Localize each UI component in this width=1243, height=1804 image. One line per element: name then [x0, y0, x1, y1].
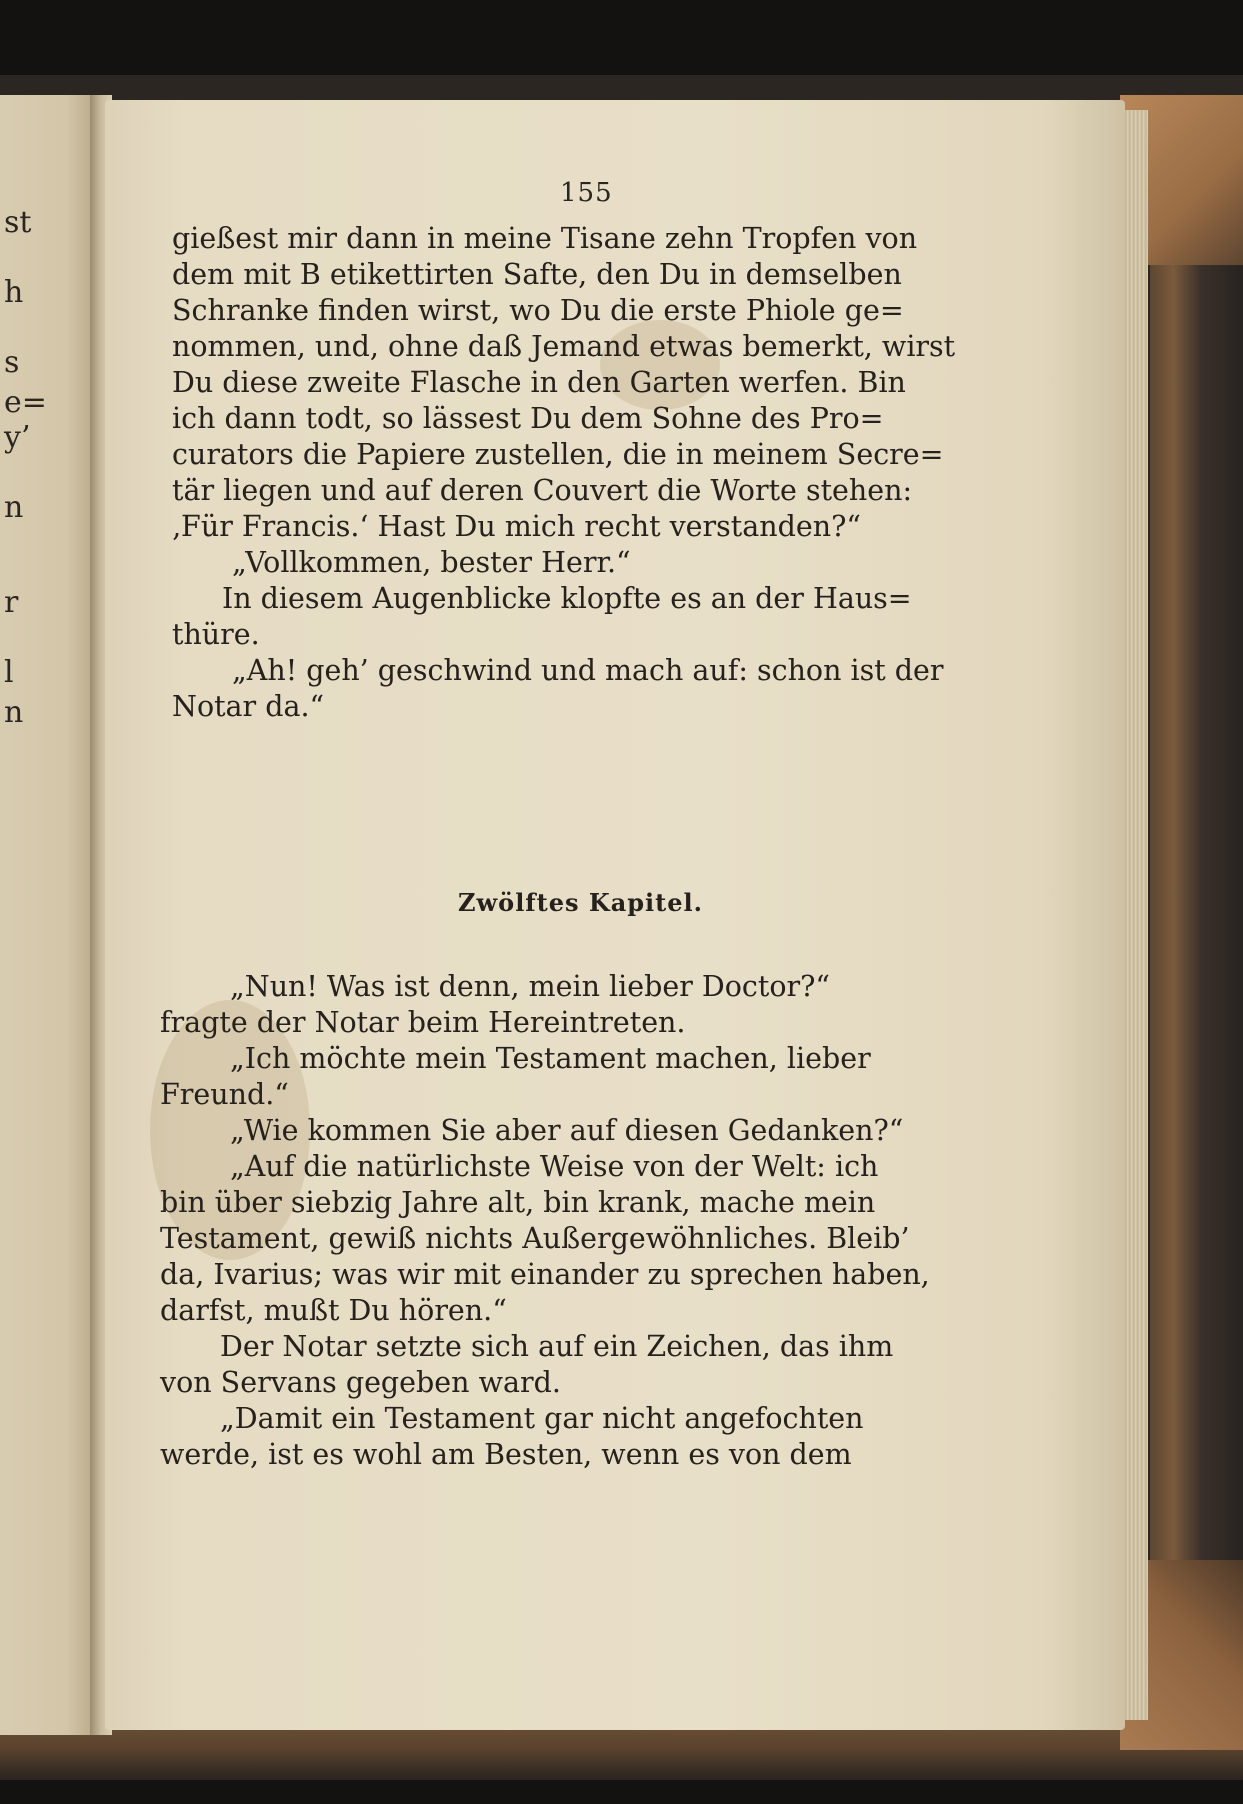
text-line: ‚Für Francis.‘ Hast Du mich recht verstanden?“	[172, 510, 861, 543]
fragment: h	[4, 275, 24, 310]
text-line: „Nun! Was ist denn, mein lieber Doctor?“	[230, 970, 830, 1003]
text-line: Notar da.“	[172, 690, 325, 723]
text-line: „Wie kommen Sie aber auf diesen Gedanken?“	[230, 1114, 904, 1147]
text-line: darfst, mußt Du hören.“	[160, 1294, 507, 1327]
text-line: gießest mir dann in meine Tisane zehn Tropfen von	[172, 222, 918, 255]
cover-right-edge	[1150, 95, 1243, 1735]
fragment: l	[4, 655, 14, 690]
text-line: fragte der Notar beim Hereintreten.	[160, 1006, 686, 1039]
left-page-text-fragments	[0, 95, 60, 1735]
fragment: y’	[4, 420, 31, 455]
text-line: In diesem Augenblicke klopfte es an der Haus=	[222, 582, 912, 615]
text-line: dem mit B etikettirten Safte, den Du in demselben	[172, 258, 902, 291]
fragment: r	[4, 585, 19, 620]
left-facing-page	[0, 95, 95, 1735]
text-line: Freund.“	[160, 1078, 289, 1111]
text-line: Du diese zweite Flasche in den Garten werfen. Bin	[172, 366, 906, 399]
text-line: tär liegen und auf deren Couvert die Worte stehen:	[172, 474, 913, 507]
text-line: bin über siebzig Jahre alt, bin krank, mache mein	[160, 1186, 876, 1219]
text-line: Testament, gewiß nichts Außergewöhnliches. Bleib’	[160, 1222, 910, 1255]
fragment: n	[4, 695, 24, 730]
text-line: von Servans gegeben ward.	[160, 1366, 561, 1399]
fragment: n	[4, 490, 24, 525]
text-line: da, Ivarius; was wir mit einander zu sprechen haben,	[160, 1258, 930, 1291]
text-line: „Auf die natürlichste Weise von der Welt: ich	[230, 1150, 879, 1183]
fragment: s	[4, 345, 20, 380]
fragment: e=	[4, 385, 47, 420]
text-line: „Damit ein Testament gar nicht angefochten	[220, 1402, 864, 1435]
fragment: st	[4, 205, 32, 240]
text-line: werde, ist es wohl am Besten, wenn es von dem	[160, 1438, 852, 1471]
text-line: „Vollkommen, bester Herr.“	[232, 546, 631, 579]
text-line: curators die Papiere zustellen, die in meinem Secre=	[172, 438, 944, 471]
text-line: „Ah! geh’ geschwind und mach auf: schon ist der	[232, 654, 944, 687]
chapter-heading: Zwölftes Kapitel.	[458, 888, 703, 917]
page-number: 155	[560, 178, 613, 208]
text-line: ich dann todt, so lässest Du dem Sohne des Pro=	[172, 402, 884, 435]
text-line: Schranke finden wirst, wo Du die erste Phiole ge=	[172, 294, 904, 327]
text-line: „Ich möchte mein Testament machen, lieber	[230, 1042, 871, 1075]
text-line: Der Notar setzte sich auf ein Zeichen, das ihm	[220, 1330, 894, 1363]
text-line: nommen, und, ohne daß Jemand etwas bemerkt, wirst	[172, 330, 956, 363]
text-line: thüre.	[172, 618, 260, 651]
